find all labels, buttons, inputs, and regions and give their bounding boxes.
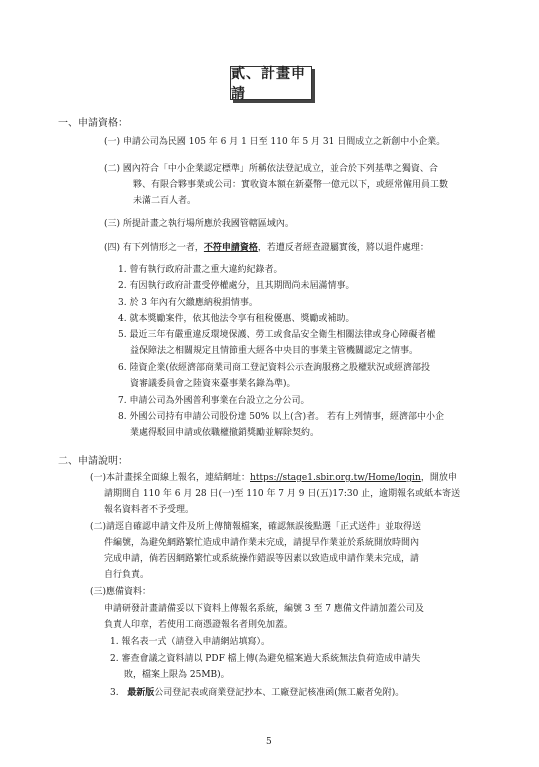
ineligible-list-item-1: 1. 曾有執行政府計畫之重大違約紀錄者。 <box>118 265 283 275</box>
application-item-2-line1: (二)請逕自確認申請文件及所上傳簡報檔案，確認無誤後點選「正式送件」並取得送 <box>90 522 422 532</box>
ineligible-list-item-6-line2: 資審議委員會之陸資來臺事業名錄為準)。 <box>130 379 296 389</box>
ineligible-list-item-4: 4. 就本獎勵案件，依其他法令享有租稅優惠、獎勵或補助。 <box>118 314 355 324</box>
item-4-prefix: (四) 有下列情形之一者， <box>104 243 204 253</box>
eligibility-item-2-line3: 未滿二百人者。 <box>133 196 197 206</box>
ineligible-list-item-6-line1: 6. 陸資企業(依經濟部商業司商工登記資料公示查詢服務之股權狀況或經濟部投 <box>118 363 430 373</box>
ineligible-list-item-3: 3. 於 3 年內有欠繳應納稅捐情事。 <box>118 298 258 308</box>
required-doc-2-line2: 敗，檔案上限為 25MB)。 <box>124 670 230 680</box>
required-docs-intro-line2: 負責人印章，若使用工商憑證報名者則免加蓋。 <box>104 620 294 630</box>
heading-eligibility: 一、申請資格： <box>58 118 128 129</box>
eligibility-item-1: (一) 申請公司為民國 105 年 6 月 1 日至 110 年 5 月 31 日間成立之新創中小企業。 <box>104 137 446 147</box>
item-4-suffix: ，若遭反者經查證屬實後，將以退件處理： <box>257 243 429 253</box>
application-item-2-line4: 自行負責。 <box>104 570 150 580</box>
ineligible-list-item-8-line2: 業處得駁回申請或依職權撤銷獎勵並解除契約。 <box>130 428 320 438</box>
application-item-1-line1 <box>90 472 457 485</box>
eligibility-item-4 <box>104 242 429 255</box>
item-1-prefix: (一)本計畫採全面線上報名，連結網址： <box>90 473 251 483</box>
ineligible-list-item-7: 7. 申請公司為外國普利事業在台設立之分公司。 <box>118 396 310 406</box>
ineligible-list-item-5-line2: 益保障法之相關規定且情節重大經各中央目的事業主管機關認定之情事。 <box>130 346 419 356</box>
required-doc-3 <box>110 687 404 700</box>
ineligible-emphasis: 不符申請資格 <box>203 243 258 253</box>
section-title <box>230 66 312 100</box>
latest-version-emphasis: 最新版 <box>127 688 155 698</box>
ineligible-list-item-8-line1: 8. 外國公司持有申請公司股份達 50% 以上(含)者。 若有上列情事，經濟部中小企 <box>118 412 445 422</box>
page-number: 5 <box>266 737 272 747</box>
registration-link[interactable]: https://stage1.sbir.org.tw/Home/login <box>250 473 421 483</box>
application-item-3-heading: (三)應備資料： <box>90 587 152 597</box>
eligibility-item-2-line1: (二) 國內符合「中小企業認定標準」所稱依法登記成立，並合於下列基準之獨資、合 <box>104 164 438 174</box>
ineligible-list-item-2: 2. 有因執行政府計畫受停權處分，且其期間尚未屆滿情事。 <box>118 281 355 291</box>
required-doc-1: 1. 報名表一式（請登入申請網站填寫）。 <box>110 637 270 647</box>
required-docs-intro-line1: 申請研發計畫請備妥以下資料上傳報名系統，編號 3 至 7 應備文件請加蓋公司及 <box>104 604 424 614</box>
application-item-2-line3: 完成申請，倘若因網路繁忙或系統操作錯誤等因素以致造成申請作業未完成，請 <box>104 554 420 564</box>
heading-application: 二、申請說明： <box>58 456 128 467</box>
section-title-text: 貳、計畫申請 <box>231 66 306 102</box>
item-1-suffix: ，開放申 <box>420 473 457 483</box>
ineligible-list-item-5-line1: 5. 最近三年有嚴重違反環境保護、勞工或食品安全衛生相關法律或身心障礙者權 <box>118 330 436 340</box>
application-item-1-line3: 報名資料者不予受理。 <box>104 505 195 515</box>
application-item-1-line2: 請期間自 110 年 6 月 28 日(一)至 110 年 7 月 9 日(五)17:30 止，逾期報名或紙本寄送 <box>104 489 461 499</box>
required-doc-2-line1: 2. 審查會議之資料請以 PDF 檔上傳(為避免檔案過大系統無法負荷造成申請失 <box>110 654 421 664</box>
application-item-2-line2: 件編號，為避免網路繁忙造成申請作業未完成，請提早作業並於系統開放時間內 <box>104 538 420 548</box>
eligibility-item-2-line2: 夥、有限合夥事業或公司：實收資本額在新臺幣一億元以下，或經常僱用員工數 <box>133 180 449 190</box>
eligibility-item-3: (三) 所提計畫之執行場所應於我國管轄區域內。 <box>104 219 294 229</box>
required-doc-3-text: 公司登記表或商業登記抄本、工廠登記核准函(無工廠者免附)。 <box>154 688 405 698</box>
required-doc-3-number: 3. <box>110 688 119 698</box>
